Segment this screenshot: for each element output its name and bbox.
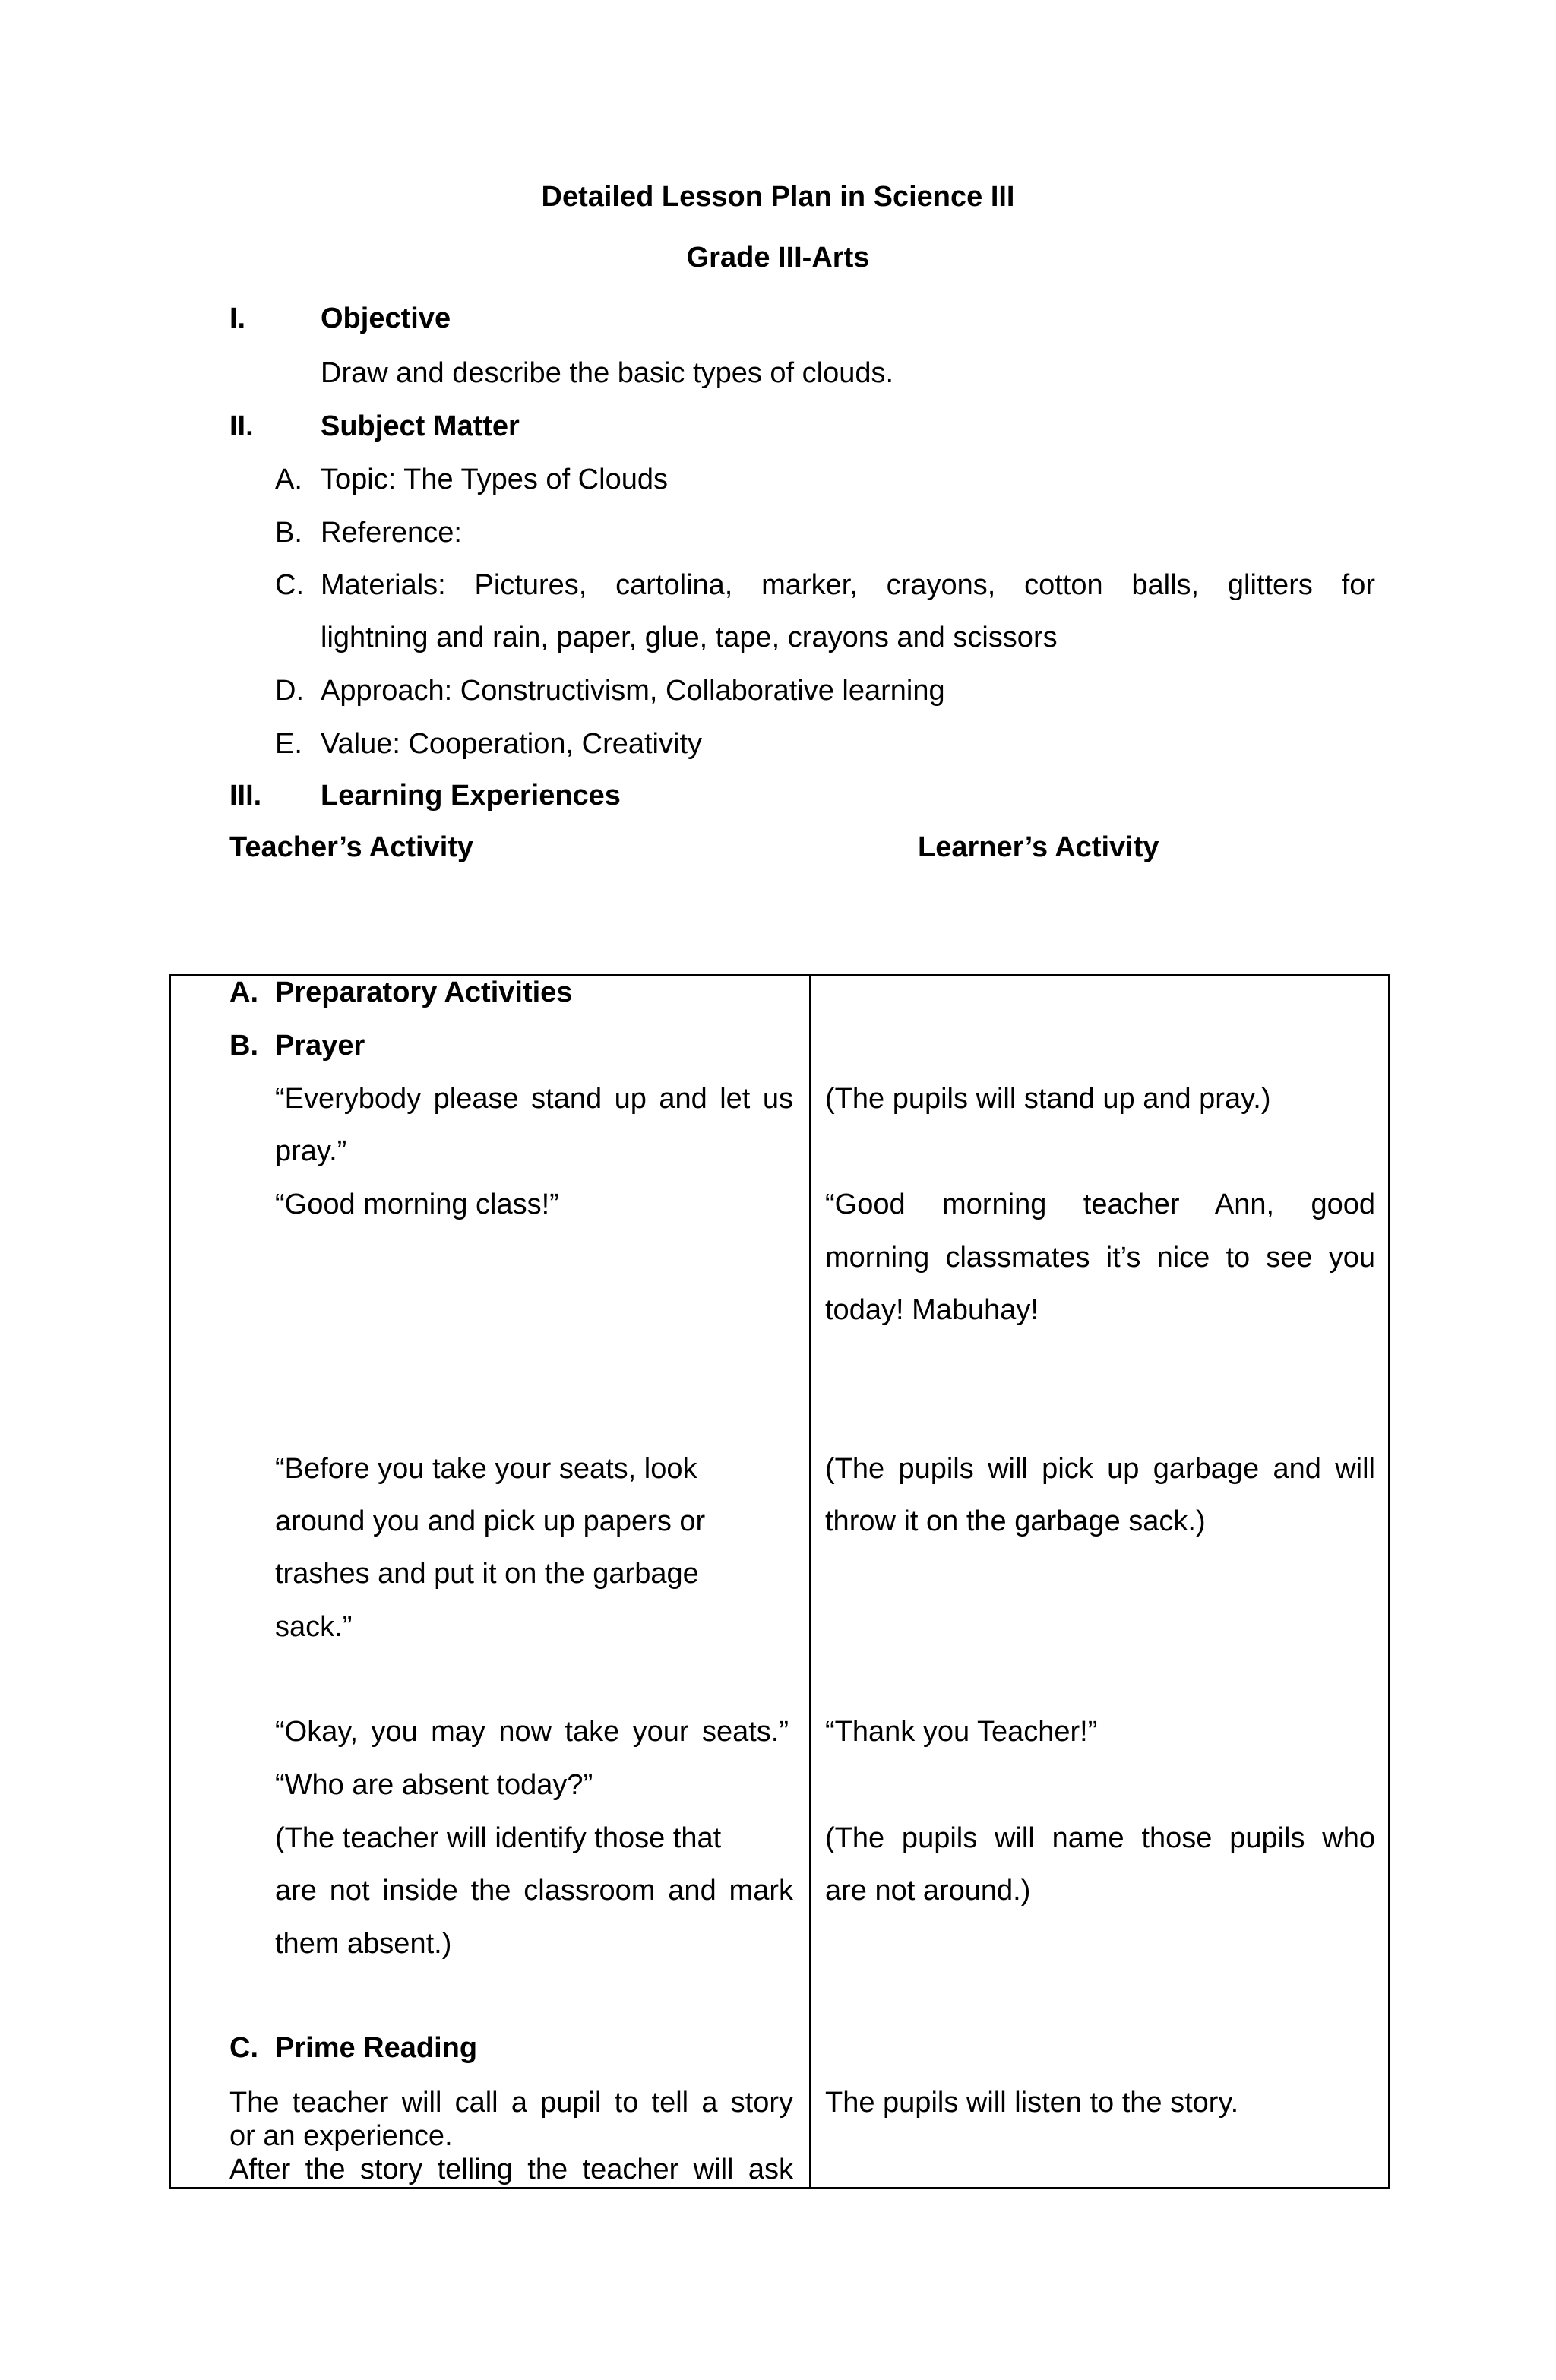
item-letter-c: C. [275,569,304,601]
teacher-story-line1: The teacher will call a pupil to tell a story [229,2087,793,2119]
learner-greet-line1: “Good morning teacher Ann, good [825,1188,1375,1220]
materials-text-line2: lightning and rain, paper, glue, tape, crayons and scissors [321,622,1058,654]
materials-text-line1: Materials: Pictures, cartolina, marker, crayons, cotton balls, glitters for [321,569,1375,601]
teacher-okay: “Okay, you may now take your seats.” [275,1716,789,1748]
subject-matter-heading: Subject Matter [321,410,520,442]
learner-greet-line3: today! Mabuhay! [825,1294,1039,1326]
numeral-i: I. [229,302,246,334]
teacher-story-line2: or an experience. [229,2120,453,2152]
teacher-seats-line1: “Before you take your seats, look [275,1453,697,1485]
objective-text: Draw and describe the basic types of clouds. [321,357,894,389]
teacher-story-line3: After the story telling the teacher will ask [229,2154,793,2185]
approach-text: Approach: Constructivism, Collaborative learning [321,675,945,707]
table-border-right [1388,974,1390,2189]
teacher-seats-line3: trashes and put it on the garbage [275,1558,699,1590]
reference-text: Reference: [321,517,462,549]
teacher-seats-line4: sack.” [275,1611,353,1643]
numeral-iii: III. [229,780,262,812]
document-title: Detailed Lesson Plan in Science III [541,181,1015,213]
learner-listen: The pupils will listen to the story. [825,2087,1239,2119]
prep-letter: A. [229,976,258,1008]
prime-letter: C. [229,2032,258,2064]
learner-thanks: “Thank you Teacher!” [825,1716,1098,1748]
teacher-absent-question: “Who are absent today?” [275,1769,593,1801]
teacher-stand-line2: pray.” [275,1135,347,1167]
teacher-stand-line1: “Everybody please stand up and let us [275,1083,793,1115]
item-letter-a: A. [275,464,302,495]
prayer-heading: Prayer [275,1030,365,1062]
teacher-greeting: “Good morning class!” [275,1188,559,1220]
prime-reading-heading: Prime Reading [275,2032,478,2064]
learning-experiences-heading: Learning Experiences [321,780,621,812]
item-letter-b: B. [275,517,302,549]
table-border-bottom [169,2187,1390,2189]
learner-garbage-line1: (The pupils will pick up garbage and will [825,1453,1375,1485]
learner-garbage-line2: throw it on the garbage sack.) [825,1505,1206,1537]
learner-pray: (The pupils will stand up and pray.) [825,1083,1271,1115]
numeral-ii: II. [229,410,254,442]
learner-greet-line2: morning classmates it’s nice to see you [825,1242,1375,1274]
table-column-divider [809,974,811,2189]
objective-heading: Objective [321,302,451,334]
learner-name-line2: are not around.) [825,1875,1031,1907]
grade-label: Grade III-Arts [686,242,870,274]
item-letter-e: E. [275,728,302,760]
teacher-identify-line2: are not inside the classroom and mark [275,1875,793,1907]
preparatory-activities-heading: Preparatory Activities [275,976,573,1008]
teacher-identify-line1: (The teacher will identify those that [275,1822,722,1854]
teacher-activity-heading: Teacher’s Activity [229,831,474,863]
teacher-seats-line2: around you and pick up papers or [275,1505,706,1537]
learner-activity-heading: Learner’s Activity [918,831,1159,863]
learner-name-line1: (The pupils will name those pupils who [825,1822,1375,1854]
item-letter-d: D. [275,675,304,707]
topic-text: Topic: The Types of Clouds [321,464,668,495]
teacher-identify-line3: them absent.) [275,1928,452,1960]
value-text: Value: Cooperation, Creativity [321,728,702,760]
table-border-left [169,974,171,2189]
prayer-letter: B. [229,1030,258,1062]
